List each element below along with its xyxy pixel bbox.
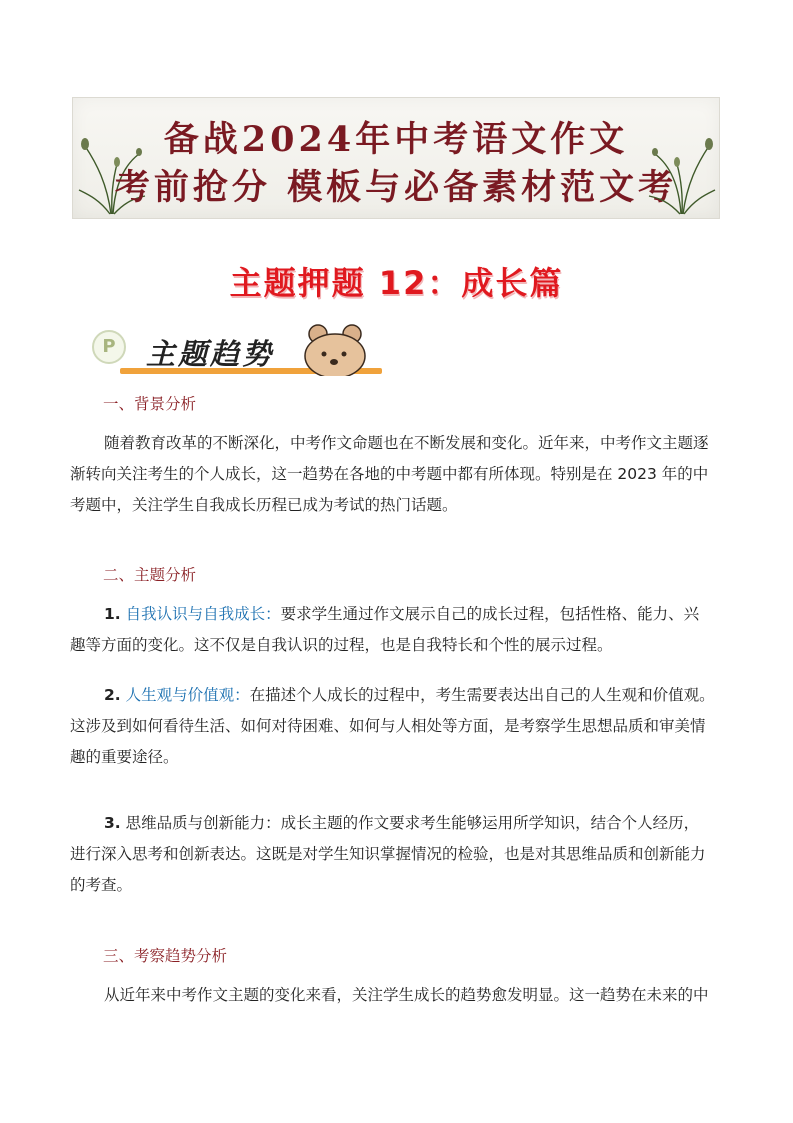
trend-header-label: 主题趋势 — [146, 337, 275, 371]
list-item-first-line — [70, 680, 726, 711]
list-item — [70, 808, 726, 901]
banner-line-1: 备战2024年中考语文作文 — [163, 119, 629, 160]
coin-icon: P — [92, 330, 126, 364]
list-item-number: 2. — [104, 686, 121, 704]
page-title: 主题押题 12：成长篇 — [229, 264, 564, 302]
list-item-text: 要求学生通过作文展示自己的成长过程，包括性格、能力、兴 — [280, 605, 700, 623]
paragraph-line: 的考查。 — [70, 876, 133, 894]
list-item-term: 自我认识与自我成长： — [125, 605, 281, 623]
list-item-number: 3. — [104, 814, 121, 832]
list-item — [70, 680, 726, 773]
paragraph-line: 考题中，关注学生自我成长历程已成为考试的热门话题。 — [70, 496, 458, 514]
banner-line-2: 考前抢分 模板与必备素材范文考 — [114, 167, 678, 208]
paragraph-line: 从近年来中考作文主题的变化来看，关注学生成长的趋势愈发明显。这一趋势在未来的中 — [104, 986, 709, 1004]
list-item-text: 成长主题的作文要求考生能够运用所学知识，结合个人经历， — [280, 814, 700, 832]
section-heading-trend-analysis: 三、考察趋势分析 — [103, 947, 228, 965]
list-item-first-line — [70, 599, 726, 630]
list-item — [70, 599, 726, 661]
paragraph-line: 趣的重要途径。 — [70, 748, 179, 766]
header-banner — [72, 97, 720, 219]
list-item-term: 思维品质与创新能力： — [125, 814, 281, 832]
paragraph-line: 渐转向关注考生的个人成长，这一趋势在各地的中考题中都有所体现。特别是在 2023 年的中 — [70, 465, 709, 483]
list-item-text: 在描述个人成长的过程中，考生需要表达出自己的人生观和价值观。 — [249, 686, 715, 704]
section-heading-background: 一、背景分析 — [103, 395, 197, 413]
paragraph-line: 这涉及到如何看待生活、如何对待困难、如何与人相处等方面，是考察学生思想品质和审美情 — [70, 717, 706, 735]
orchid-decoration-icon — [647, 124, 717, 216]
list-item-number: 1. — [104, 605, 121, 623]
paragraph-background — [70, 428, 726, 521]
list-item-first-line — [70, 808, 726, 839]
bear-mascot-icon — [296, 324, 376, 376]
paragraph-line: 进行深入思考和创新表达。这既是对学生知识掌握情况的检验，也是对其思维品质和创新能力 — [70, 845, 706, 863]
list-item-term: 人生观与价值观： — [125, 686, 250, 704]
section-heading-theme: 二、主题分析 — [103, 566, 197, 584]
paragraph-trend-analysis — [70, 980, 726, 1011]
section-header-trend — [86, 318, 394, 378]
paragraph-line: 趣等方面的变化。这不仅是自我认识的过程，也是自我特长和个性的展示过程。 — [70, 636, 613, 654]
paragraph-line: 随着教育改革的不断深化，中考作文命题也在不断发展和变化。近年来，中考作文主题逐 — [104, 434, 709, 452]
